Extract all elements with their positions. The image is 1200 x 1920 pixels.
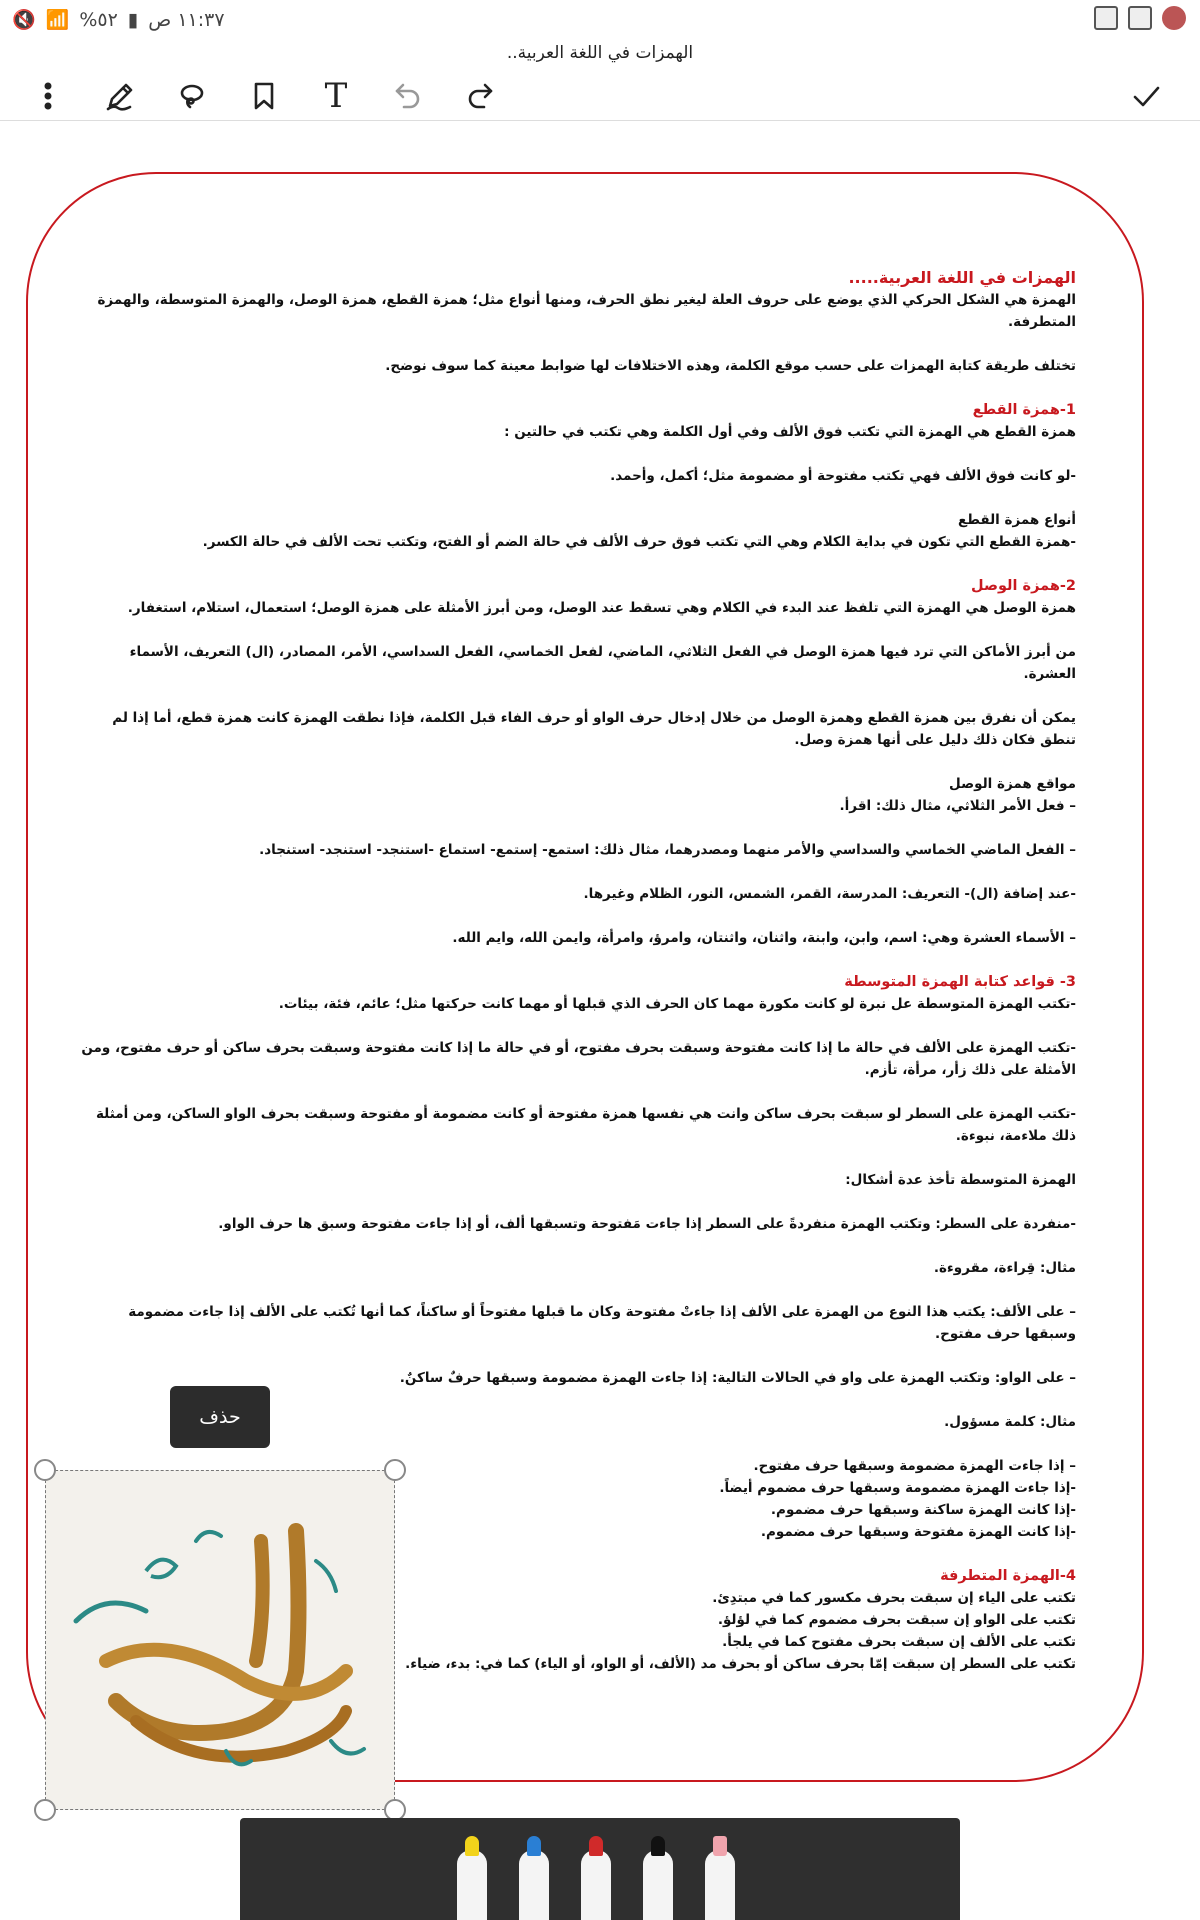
battery-icon: ▮ [127,8,139,31]
more-vert-icon[interactable] [28,76,68,116]
paragraph: يمكن أن نفرق بين همزة القطع وهمزة الوصل من خلال إدخال حرف الواو أو حرف الفاء قبل الكلمة، فإذا نطقت الهمزة كانت همزة قطع، أما إذا لم تنطق فكان ذلك دليل على أنها همزة وصل. [112,710,1076,748]
avatar [1162,6,1186,30]
yellow-highlighter[interactable] [457,1850,487,1920]
paragraph: -تكتب الهمزة المتوسطة عل نبرة لو كانت مكورة مهما كان الحرف الذي قبلها أو مهما كانت حركتها مثل؛ عائم، فئة، بيئات. [278,996,1076,1012]
paragraph: مواقع همزة الوصل [949,776,1076,792]
lasso-icon[interactable] [172,76,212,116]
paragraph: همزة الوصل هي الهمزة التي تلفظ عند البدء في الكلام وهي تسقط عند الوصل، ومن أبرز الأمثلة على همزة الوصل؛ استعمال، استلام، استغفار. [127,600,1076,616]
bookmark-icon[interactable] [244,76,284,116]
gallery-icon [1128,6,1152,30]
section-heading-2: 2-همزة الوصل [971,578,1076,594]
paragraph: تكتب على الياء إن سبقت بحرف مكسور كما في مبتدِئ. [712,1590,1076,1606]
intro-paragraph: الهمزة هي الشكل الحركي الذي يوضع على حروف العلة ليغير نطق الحرف، ومنها أنواع مثل؛ همزة القطع، همزة الوصل، والهمزة المتوسطة، والهمزة المتطرفة. [97,292,1076,330]
document-title: الهمزات في اللغة العربية.. [506,43,694,63]
paragraph: – إذا جاءت الهمزة مضمومة وسبقها حرف مفتوح. [753,1458,1076,1474]
paragraph: من أبرز الأماكن التي ترد فيها همزة الوصل في الفعل الثلاثي، الماضي، لفعل الخماسي، الفعل السداسي، الأمر، المصادر، (ال) التعريف، الأسماء العشرة. [129,644,1076,682]
battery-level: %٥٢ [79,8,118,31]
paragraph: تكتب على الألف إن سبقت بحرف مفتوح كما في يلجأ. [722,1634,1076,1650]
red-pen[interactable] [581,1850,611,1920]
paragraph: – الفعل الماضي الخماسي والسداسي والأمر منهما ومصدرهما، مثال ذلك: استمع- إستمع- استماع -استنجد- استنجد- استنجاد. [259,842,1076,858]
selected-calligraphy-image[interactable] [45,1470,395,1810]
paragraph: – فعل الأمر الثلاثي، مثال ذلك: اقرأ. [839,798,1076,814]
paragraph: – الأسماء العشرة وهي: اسم، وابن، وابنة، واثنان، واثنتان، وامرؤ، وامرأة، وايمن الله، وايم الله. [452,930,1076,946]
paragraph: -إذا كانت الهمزة مفتوحة وسبقها حرف مضموم. [760,1524,1076,1540]
paragraph: – على الواو: وتكتب الهمزة على واو في الحالات التالية: إذا جاءت الهمزة مضمومة وسبقها حرفٌ ساكنٌ. [399,1370,1076,1386]
paragraph: -تكتب الهمزة على السطر لو سبقت بحرف ساكن وانت هي نفسها همزة مفتوحة أو كانت مضمومة أو مفتوحة وسبقت بحرف الواو الساكن، ومن أمثلة ذلك ملاءمة، نبوءة. [96,1106,1076,1144]
undo-icon[interactable] [388,76,428,116]
resize-handle-top-right[interactable] [384,1459,406,1481]
check-icon[interactable] [1126,76,1166,116]
blue-pen[interactable] [519,1850,549,1920]
status-bar [0,0,1200,42]
document-body [78,267,1076,1675]
paragraph: -لو كانت فوق الألف فهي تكتب مفتوحة أو مضمومة مثل؛ أكمل، وأحمد. [610,468,1076,484]
pen-tip [527,1836,541,1856]
paragraph: مثال: كلمة مسؤول. [944,1414,1076,1430]
pen-tip [651,1836,665,1856]
window-icon [1094,6,1118,30]
pen-tray [240,1818,960,1920]
pen-icon[interactable] [100,76,140,116]
paragraph: -عند إضافة (ال)- التعريف: المدرسة، القمر، الشمس، النور، الظلام وغيرها. [583,886,1076,902]
black-pen[interactable] [643,1850,673,1920]
paragraph: -منفردة على السطر: وتكتب الهمزة منفردةً على السطر إذا جاءت مَفتوحة وتسبقها ألف، أو إذا جاءت مفتوحة وسبق ها حرف الواو. [218,1216,1076,1232]
eraser-tip [713,1836,727,1856]
intro-paragraph-2: تختلف طريقة كتابة الهمزات على حسب موقع الكلمة، وهذه الاختلافات لها ضوابط معينة كما سوف نوضح. [385,358,1076,374]
paragraph: تكتب على الواو إن سبقت بحرف مضموم كما في لؤلؤ. [717,1612,1076,1628]
paragraph: تكتب على السطر إن سبقت إمّا بحرف ساكن أو بحرف مد (الألف، أو الواو، أو الياء) كما في: بدء، ضياء. [405,1656,1076,1672]
paragraph: -همزة القطع التي تكون في بداية الكلام وهي التي تكتب فوق حرف الألف في حالة الضم أو الفتح، وتكتب تحت الألف في حالة الكسر. [202,534,1076,550]
editor-toolbar [0,70,1200,121]
paragraph: أنواع همزة القطع [958,512,1076,528]
eraser[interactable] [705,1850,735,1920]
redo-icon[interactable] [460,76,500,116]
section-heading-4: 4-الهمزة المتطرفة [940,1568,1076,1584]
document-page[interactable] [0,122,1200,1822]
paragraph: -تكتب الهمزة على الألف في حالة ما إذا كانت مفتوحة وسبقت بحرف مفتوح، أو في حالة ما إذا كانت مفتوحة وسبقت بحرف ساكن أو حرف مفتوح، ومن الأمثلة على ذلك زأر، مرأة، تأزم. [81,1040,1076,1078]
clock: ١١:٣٧ ص [148,8,225,31]
section-heading-1: 1-همزة القطع [972,402,1076,418]
status-right [1094,6,1186,30]
paragraph: الهمزة المتوسطة تأخذ عدة أشكال: [845,1172,1076,1188]
text-icon[interactable] [316,76,356,116]
paragraph: -إذا جاءت الهمزة مضمومة وسبقها حرف مضموم أيضاً. [719,1480,1076,1496]
pen-tip [465,1836,479,1856]
status-left [12,8,225,31]
paragraph: -إذا كانت الهمزة ساكنة وسبقها حرف مضموم. [770,1502,1076,1518]
paragraph: همزة القطع هي الهمزة التي تكتب فوق الألف وفي أول الكلمة وهي تكتب في حالتين : [504,424,1076,440]
arabic-calligraphy-image [46,1471,393,1808]
paragraph: مثال: قِراءة، مقروءة. [933,1260,1076,1276]
resize-handle-top-left[interactable] [34,1459,56,1481]
wifi-icon: 📶 [45,9,70,31]
paragraph: – على الألف: يكتب هذا النوع من الهمزة على الألف إذا جاءتْ مفتوحة وكان ما قبلها مفتوحاً أو ساكناً، كما أنها تُكتب على الألف إذا جاءت مضمومة وسبقها حرف مفتوح. [128,1304,1076,1342]
mute-icon: 🔇 [12,9,36,31]
delete-button[interactable]: حذف [170,1386,270,1448]
pen-tip [589,1836,603,1856]
text-tool-label: T [324,76,348,116]
section-heading-3: 3- قواعد كتابة الهمزة المتوسطة [844,974,1076,990]
resize-handle-bottom-left[interactable] [34,1799,56,1821]
doc-heading: الهمزات في اللغة العربية..... [848,268,1076,287]
